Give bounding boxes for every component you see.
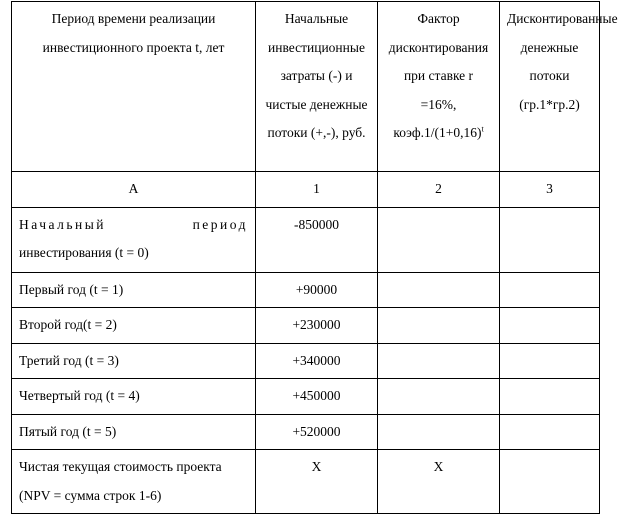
npv-total-row [12,450,600,514]
column-number-row [12,172,600,208]
column-number-1: 1 [256,172,378,208]
table-row [12,207,600,272]
discounted-cell [500,379,600,415]
npv-calculation-table [11,1,618,514]
table-row [12,272,600,308]
discounted-cell [500,308,600,344]
header-period: Период времени реализации инвестиционного проекта t, лет [12,2,256,172]
npv-label-cell [12,450,256,514]
period-cell: Четвертый год (t = 4) [12,379,256,415]
discounted-cell [500,207,600,272]
header-discounted-flows: Дисконтированные денежные потоки (гр.1*гр.2) [500,2,600,172]
factor-cell [378,207,500,272]
flow-cell: +230000 [256,308,378,344]
flow-cell: +450000 [256,379,378,415]
flow-cell: +340000 [256,343,378,379]
period-cell: Первый год (t = 1) [12,272,256,308]
column-number-a: А [12,172,256,208]
table-row [12,414,600,450]
period-label-line2: инвестирования (t = 0) [19,245,149,260]
flow-cell: +90000 [256,272,378,308]
period-label-line1: Начальный период [19,216,248,232]
discounted-cell [500,414,600,450]
factor-cell [378,343,500,379]
factor-cell [378,414,500,450]
npv-discounted-cell [500,450,600,514]
factor-cell [378,308,500,344]
flow-cell: -850000 [256,207,378,272]
npv-factor-cell: X [378,450,500,514]
table-row [12,379,600,415]
table-row [12,308,600,344]
table-row [12,343,600,379]
discounted-cell [500,343,600,379]
npv-label-line2: (NPV = сумма строк 1-6) [19,487,162,503]
table-header-row [12,2,600,172]
flow-cell: +520000 [256,414,378,450]
period-cell: Второй год(t = 2) [12,308,256,344]
period-cell [12,207,256,272]
npv-flow-cell: X [256,450,378,514]
header-superscript-t: t [481,124,484,134]
discounted-cell [500,272,600,308]
factor-cell [378,379,500,415]
column-number-3: 3 [500,172,600,208]
header-cash-flows: Начальные инвестиционные затраты (-) и чистые денежные потоки (+,-), руб. [256,2,378,172]
npv-label-line1: Чистая текущая стоимость проекта [19,459,222,474]
column-number-2: 2 [378,172,500,208]
factor-cell [378,272,500,308]
header-discount-factor: Фактор дисконтирования при ставке r =16%, $коэф.1/(1+0,16)^t$ [378,2,500,172]
period-cell: Третий год (t = 3) [12,343,256,379]
period-cell: Пятый год (t = 5) [12,414,256,450]
